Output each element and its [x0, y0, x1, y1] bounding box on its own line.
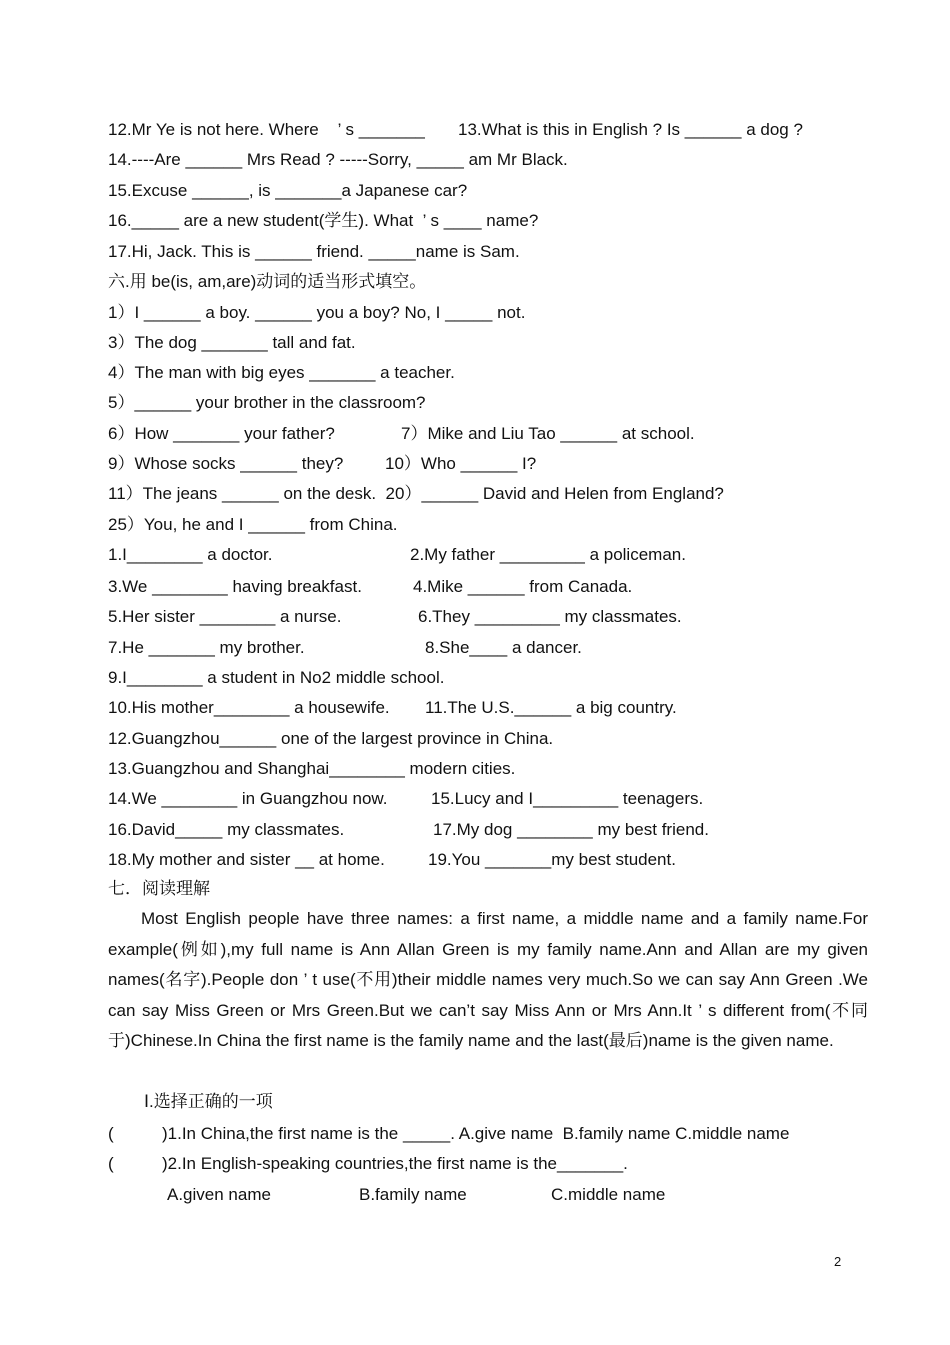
exercise-line: 12.Guangzhou______ one of the largest province in China. — [108, 729, 554, 748]
exercise-line: 12.Mr Ye is not here. Where ’ s _______ — [108, 120, 425, 139]
exercise-line: 13.Guangzhou and Shanghai________ modern cities. — [108, 759, 516, 778]
exercise-line: 13.What is this in English ? Is ______ a dog ? — [458, 120, 803, 139]
exercise-line: 16._____ are a new student(学生). What ’ s ____ name? — [108, 211, 539, 230]
question-line: ( — [108, 1154, 114, 1173]
exercise-line: 14.----Are ______ Mrs Read ? -----Sorry, _____ am Mr Black. — [108, 150, 568, 169]
exercise-line: 六.用 be(is, am,are)动词的适当形式填空。 — [108, 272, 427, 291]
question-line: A.given name — [167, 1185, 271, 1204]
exercise-line: 1）I ______ a boy. ______ you a boy? No, I _____ not. — [108, 303, 526, 322]
exercise-line: 10.His mother________ a housewife. — [108, 698, 390, 717]
exercise-line: 七．阅读理解 — [108, 879, 210, 898]
exercise-line: 17.Hi, Jack. This is ______ friend. _____name is Sam. — [108, 242, 520, 261]
exercise-line: 9.I________ a student in No2 middle school. — [108, 668, 445, 687]
question-line: C.middle name — [551, 1185, 666, 1204]
exercise-line: 3.We ________ having breakfast. — [108, 577, 362, 596]
exercise-line: 2.My father _________ a policeman. — [410, 545, 686, 564]
exercise-line: 1.I________ a doctor. — [108, 545, 273, 564]
exercise-line: 9）Whose socks ______ they? — [108, 454, 344, 473]
exercise-line: 4.Mike ______ from Canada. — [413, 577, 633, 596]
exercise-line: 7）Mike and Liu Tao ______ at school. — [401, 424, 695, 443]
exercise-line: 5）______ your brother in the classroom? — [108, 393, 426, 412]
question-line: )1.In China,the first name is the _____. A.give name B.family name C.middle name — [162, 1124, 790, 1143]
exercise-line: 11）The jeans ______ on the desk. 20）______ David and Helen from England? — [108, 484, 724, 503]
exercise-line: 10）Who ______ I? — [385, 454, 537, 473]
exercise-line: 17.My dog ________ my best friend. — [433, 820, 709, 839]
exercise-line: 8.She____ a dancer. — [425, 638, 582, 657]
exercise-line: 18.My mother and sister __ at home. — [108, 850, 385, 869]
exercise-line: 7.He _______ my brother. — [108, 638, 305, 657]
exercise-line: 11.The U.S.______ a big country. — [425, 698, 677, 717]
exercise-line: 4）The man with big eyes _______ a teacher. — [108, 363, 455, 382]
exercise-line: 6.They _________ my classmates. — [418, 607, 682, 626]
exercise-line: 5.Her sister ________ a nurse. — [108, 607, 342, 626]
exercise-line: 16.David_____ my classmates. — [108, 820, 345, 839]
exercise-line: 3）The dog _______ tall and fat. — [108, 333, 356, 352]
reading-passage: Most English people have three names: a first name, a middle name and a family name.For example(例如),my full name is Ann Allan Green is my family name.Ann and Allan are my given names(名字).People don ’ t use(不用)their middle names very much.So we can say Ann Green .We can say Miss Green or Mrs Green.But we can’t say Miss Ann or Mrs Ann.It ’ s different from(不同于)Chinese.In China the first name is the family name and the last(最后)name is the given name. — [108, 909, 868, 1050]
exercise-line: 14.We ________ in Guangzhou now. — [108, 789, 388, 808]
exercise-line: 6）How _______ your father? — [108, 424, 335, 443]
question-line: B.family name — [359, 1185, 467, 1204]
question-line: ( — [108, 1124, 114, 1143]
question-line: Ⅰ.选择正确的一项 — [144, 1092, 273, 1111]
exercise-line: 19.You _______my best student. — [428, 850, 676, 869]
question-line: )2.In English-speaking countries,the first name is the_______. — [162, 1154, 628, 1173]
exercise-line: 15.Lucy and I_________ teenagers. — [431, 789, 704, 808]
exercise-line: 25）You, he and I ______ from China. — [108, 515, 398, 534]
exercise-line: 15.Excuse ______, is _______a Japanese car? — [108, 181, 468, 200]
page-number: 2 — [834, 1254, 842, 1269]
